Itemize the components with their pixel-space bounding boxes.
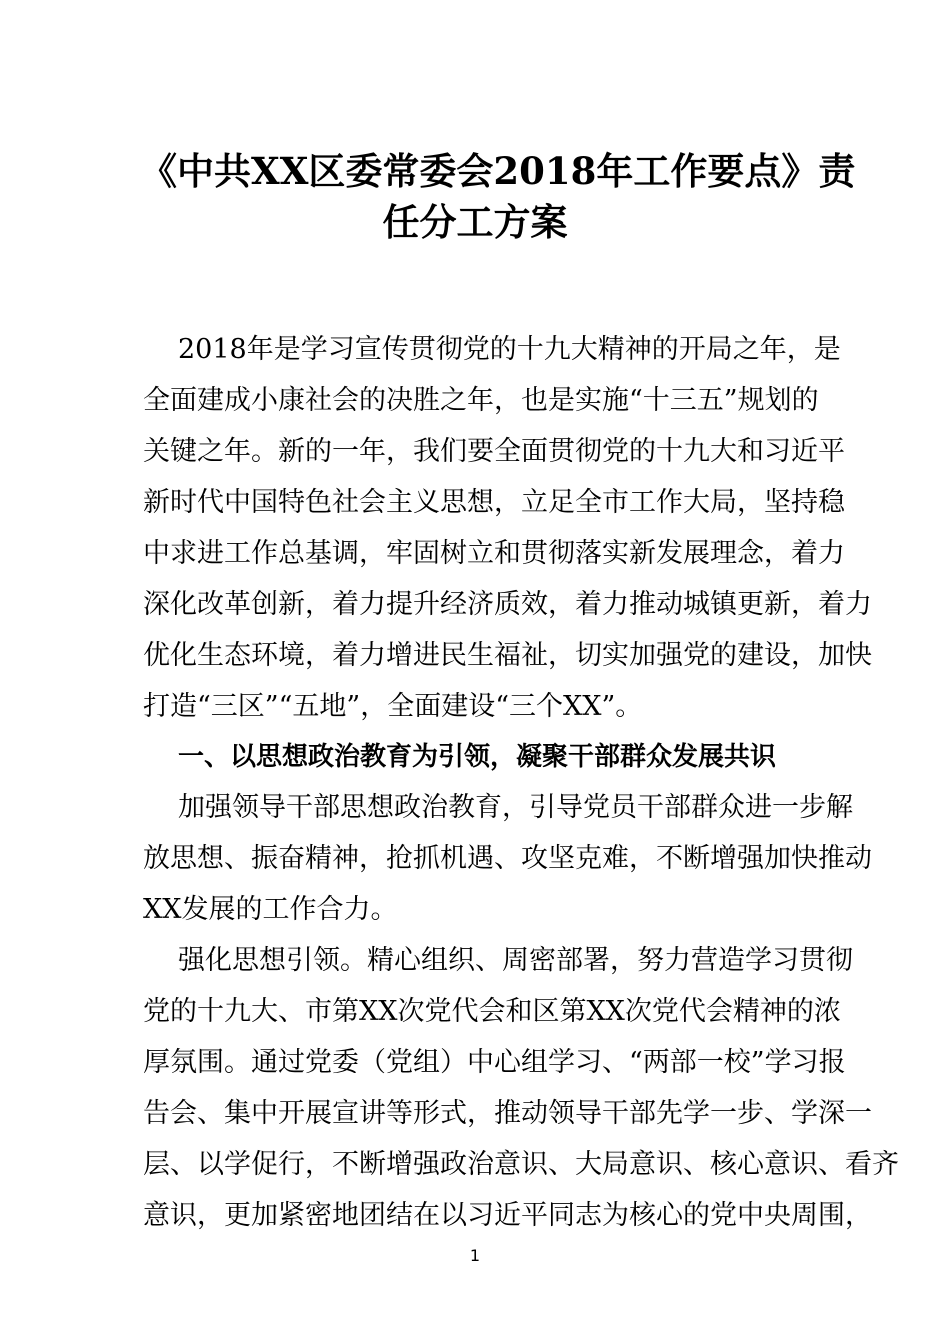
- thought-paragraph-line-2: 党的十九大、市第XX次党代会和区第XX次党代会精神的浓: [143, 996, 841, 1027]
- thought-paragraph-line-5: 层、以学促行，不断增强政治意识、大局意识、核心意识、看齐: [143, 1149, 899, 1180]
- section-intro-line-3: XX发展的工作合力。: [143, 894, 398, 925]
- section-heading: 一、以思想政治教育为引领，凝聚干部群众发展共识: [178, 742, 777, 772]
- document-title-line-1: 《中共XX区委常委会2018年工作要点》责: [140, 149, 856, 193]
- intro-paragraph-line-5: 中求进工作总基调，牢固树立和贯彻落实新发展理念，着力: [143, 538, 845, 569]
- section-intro-line-1: 加强领导干部思想政治教育，引导党员干部群众进一步解: [178, 792, 853, 823]
- intro-paragraph-line-4: 新时代中国特色社会主义思想，立足全市工作大局，坚持稳: [143, 487, 845, 518]
- intro-paragraph-line-8: 打造“三区”“五地”，全面建设“三个XX”。: [143, 691, 643, 722]
- section-intro-line-2: 放思想、振奋精神，抢抓机遇、攻坚克难，不断增强加快推动: [143, 843, 872, 874]
- intro-paragraph-line-6: 深化改革创新，着力提升经济质效，着力推动城镇更新，着力: [143, 589, 872, 620]
- thought-paragraph-line-4: 告会、集中开展宣讲等形式，推动领导干部先学一步、学深一: [143, 1098, 872, 1129]
- document-title-line-2: 任分工方案: [382, 200, 568, 244]
- thought-paragraph-line-3: 厚氛围。通过党委（党组）中心组学习、“两部一校”学习报: [143, 1047, 846, 1078]
- thought-paragraph-line-1: 强化思想引领。精心组织、周密部署，努力营造学习贯彻: [178, 945, 853, 976]
- intro-paragraph-line-1: 2018年是学习宣传贯彻党的十九大精神的开局之年，是: [178, 334, 841, 365]
- intro-paragraph-line-3: 关键之年。新的一年，我们要全面贯彻党的十九大和习近平: [143, 436, 845, 467]
- page-number: 1: [469, 1246, 481, 1265]
- thought-paragraph-line-6: 意识，更加紧密地团结在以习近平同志为核心的党中央周围，: [143, 1200, 872, 1231]
- intro-paragraph-line-2: 全面建成小康社会的决胜之年，也是实施“十三五”规划的: [143, 385, 819, 416]
- intro-paragraph-line-7: 优化生态环境，着力增进民生福祉，切实加强党的建设，加快: [143, 640, 872, 671]
